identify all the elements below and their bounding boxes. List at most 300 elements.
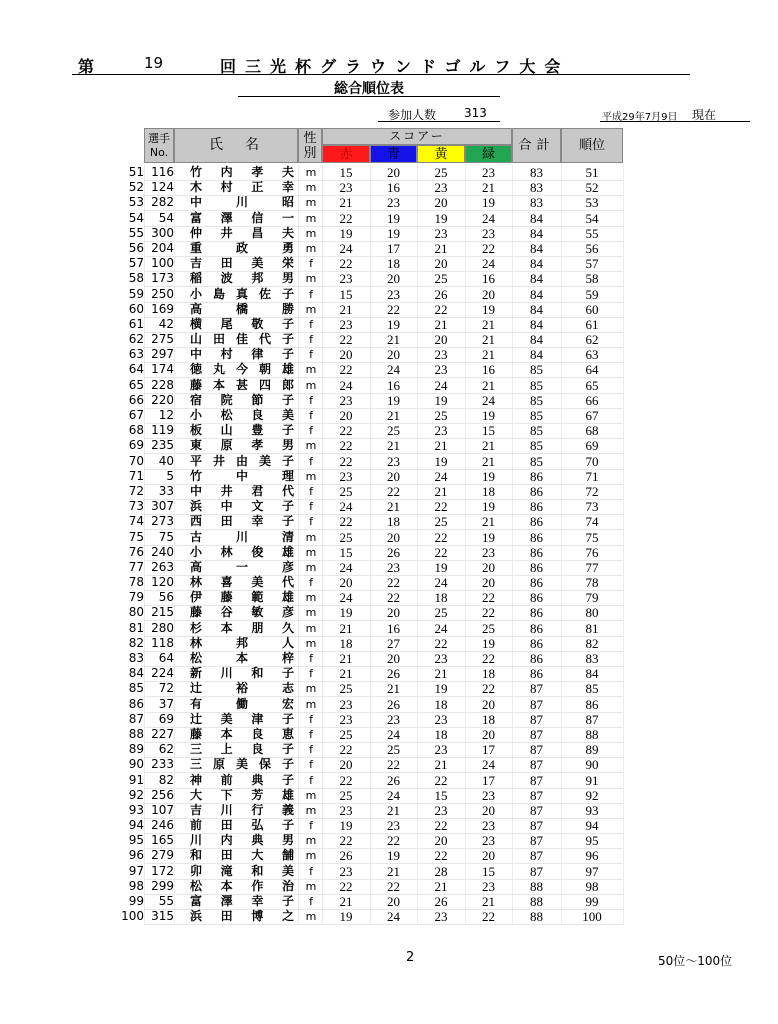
player-name-char: 吉 — [190, 802, 203, 817]
rank: 58 — [585, 271, 599, 287]
score-red: 22 — [339, 514, 353, 530]
score-red: 21 — [339, 620, 353, 636]
player-name — [190, 712, 294, 727]
player-name-char: 子 — [281, 818, 294, 833]
player-name-char: 川 — [235, 529, 248, 544]
player-name-char: 勝 — [281, 301, 294, 316]
player-name — [190, 362, 294, 377]
player-name-char: 孝 — [251, 438, 264, 453]
rank: 65 — [585, 377, 599, 393]
player-name-char: 邦 — [251, 271, 264, 286]
score-yellow: 18 — [434, 590, 448, 606]
score-green: 22 — [482, 681, 495, 697]
player-name-char: 幸 — [251, 894, 264, 908]
score-red: 24 — [339, 240, 353, 256]
player-sex: f — [309, 743, 313, 757]
row-position: 88 — [128, 726, 144, 741]
score-green: 19 — [482, 301, 495, 317]
row-position: 52 — [128, 180, 144, 195]
rank: 81 — [585, 620, 599, 636]
player-name-char: 内 — [220, 165, 233, 179]
score-red: 25 — [339, 529, 353, 545]
table-row — [0, 848, 778, 863]
score-total: 84 — [530, 347, 543, 363]
player-number: 62 — [158, 742, 174, 757]
table-row — [0, 287, 778, 302]
player-sex: f — [309, 287, 313, 301]
player-name — [190, 666, 294, 681]
score-total: 84 — [530, 240, 543, 256]
score-red: 15 — [339, 544, 353, 560]
player-name-char: 本 — [220, 726, 233, 741]
table-row — [0, 727, 778, 742]
player-number: 42 — [158, 316, 174, 331]
score-red: 21 — [339, 651, 353, 666]
player-name-char: 代 — [258, 332, 271, 347]
table-row — [0, 651, 778, 666]
score-green: 21 — [482, 347, 495, 363]
score-yellow: 23 — [434, 711, 448, 727]
rank: 98 — [585, 878, 599, 894]
score-red: 24 — [339, 590, 353, 606]
rank: 87 — [585, 711, 599, 727]
player-sex: m — [305, 697, 317, 711]
player-name — [190, 818, 294, 833]
score-green: 22 — [482, 909, 495, 925]
score-red: 22 — [339, 210, 353, 226]
player-name-char: 原 — [212, 757, 225, 772]
player-number: 300 — [151, 225, 174, 240]
table-row — [0, 378, 778, 393]
player-name-char: 孝 — [251, 165, 264, 179]
score-red: 22 — [339, 256, 353, 272]
table-row — [0, 575, 778, 590]
table-row — [0, 666, 778, 681]
score-blue: 21 — [387, 863, 400, 879]
player-name-char: 豊 — [251, 423, 264, 438]
score-green: 23 — [482, 225, 495, 241]
score-total: 85 — [530, 438, 543, 454]
rank: 76 — [585, 544, 599, 560]
title-line — [72, 52, 690, 75]
rank: 57 — [585, 256, 599, 272]
score-total: 86 — [530, 483, 543, 499]
table-row — [0, 454, 778, 469]
rank: 54 — [585, 210, 599, 226]
table-row — [0, 560, 778, 575]
player-name-char: 井 — [220, 483, 233, 498]
player-name-char: 中 — [220, 499, 233, 514]
player-name-char: 子 — [281, 499, 294, 514]
row-position: 99 — [128, 894, 144, 908]
player-name-char: 中 — [190, 195, 203, 210]
player-name-char: 昌 — [251, 225, 264, 240]
rank: 72 — [585, 483, 599, 499]
player-name — [190, 803, 294, 818]
score-yellow: 23 — [434, 742, 448, 758]
score-blue: 27 — [387, 635, 400, 651]
score-blue: 20 — [387, 347, 400, 363]
player-name-char: 雄 — [281, 590, 294, 605]
player-sex: m — [305, 211, 317, 225]
player-name-char: 松 — [190, 651, 203, 665]
score-red: 23 — [339, 271, 353, 287]
player-name-char: 子 — [281, 347, 294, 362]
player-name — [190, 226, 294, 241]
player-name-char: 和 — [251, 666, 264, 681]
player-number: 172 — [151, 863, 174, 878]
score-total: 86 — [530, 590, 543, 606]
score-blue: 16 — [387, 377, 400, 393]
score-total: 88 — [530, 894, 543, 909]
score-red: 22 — [339, 423, 353, 439]
player-name-char: 横 — [190, 316, 203, 331]
score-total: 84 — [530, 210, 543, 226]
player-name-char: 竹 — [190, 468, 203, 483]
score-red: 19 — [339, 605, 353, 621]
score-blue: 26 — [387, 772, 400, 788]
player-sex: f — [309, 393, 313, 407]
player-sex: m — [305, 636, 317, 650]
player-name-char: 大 — [190, 787, 203, 802]
rank: 51 — [585, 165, 599, 180]
score-red: 19 — [339, 909, 353, 925]
player-sex: m — [305, 302, 317, 316]
player-number: 107 — [151, 802, 174, 817]
table-row — [0, 788, 778, 803]
score-total: 87 — [530, 833, 543, 849]
score-green: 23 — [482, 165, 495, 180]
score-red: 23 — [339, 316, 353, 332]
score-yellow: 24 — [434, 575, 448, 591]
player-number: 256 — [151, 787, 174, 802]
player-number: 280 — [151, 620, 174, 635]
player-name-char: 神 — [190, 772, 203, 787]
score-total: 87 — [530, 742, 543, 758]
score-blue: 23 — [387, 195, 400, 211]
player-number: 119 — [151, 423, 174, 438]
player-name-char: 理 — [281, 468, 294, 483]
player-name-char: 谷 — [220, 605, 233, 620]
player-sex: m — [305, 849, 317, 863]
player-name-char: 敏 — [251, 605, 264, 620]
date: 平成29年7月9日 — [602, 112, 678, 123]
score-total: 84 — [530, 332, 543, 348]
rank: 97 — [585, 863, 599, 879]
table-row — [0, 681, 778, 696]
table-row — [0, 226, 778, 241]
player-number: 174 — [151, 362, 174, 377]
score-blue: 23 — [387, 818, 400, 834]
player-name-char: 幸 — [281, 180, 294, 195]
player-name-char: 代 — [281, 483, 294, 498]
rank: 86 — [585, 696, 599, 712]
player-name — [190, 438, 294, 453]
player-name-char: 澤 — [220, 894, 233, 908]
row-position: 70 — [128, 453, 144, 468]
score-blue: 20 — [387, 271, 400, 287]
player-name — [190, 241, 294, 256]
player-name-char: 恵 — [281, 726, 294, 741]
score-red: 24 — [339, 559, 353, 575]
score-total: 86 — [530, 468, 543, 484]
score-yellow: 23 — [434, 225, 448, 241]
player-name-char: 裕 — [235, 681, 248, 696]
player-number: 220 — [151, 392, 174, 407]
player-name-char: 中 — [190, 347, 203, 362]
score-total: 86 — [530, 529, 543, 545]
player-sex: f — [309, 333, 313, 347]
player-name-char: 今 — [235, 362, 248, 377]
row-position: 64 — [128, 362, 144, 377]
player-name — [190, 590, 294, 605]
player-number: 227 — [151, 726, 174, 741]
player-name-char: 林 — [190, 635, 203, 650]
player-name-char: 新 — [190, 666, 203, 681]
score-yellow: 20 — [434, 332, 448, 348]
score-yellow: 22 — [434, 499, 448, 515]
table-row — [0, 909, 778, 924]
score-blue: 19 — [387, 225, 400, 241]
score-total: 87 — [530, 818, 543, 834]
score-total: 87 — [530, 772, 543, 788]
score-yellow: 21 — [434, 757, 448, 773]
score-red: 24 — [339, 499, 353, 515]
player-name-char: 辻 — [190, 711, 203, 726]
score-yellow: 19 — [434, 681, 448, 697]
row-position: 84 — [128, 666, 144, 681]
table-row — [0, 211, 778, 226]
player-name-char: 幸 — [251, 514, 264, 529]
score-red: 22 — [339, 878, 353, 894]
row-position: 97 — [128, 863, 144, 878]
score-total: 83 — [530, 165, 543, 180]
table-row — [0, 180, 778, 195]
rank: 91 — [585, 772, 599, 788]
player-name-char: 雄 — [281, 362, 294, 377]
score-total: 87 — [530, 787, 543, 803]
score-blue: 26 — [387, 544, 400, 560]
player-number: 315 — [151, 909, 174, 924]
player-sex: m — [305, 196, 317, 210]
table-row — [0, 818, 778, 833]
row-position: 100 — [121, 909, 144, 924]
row-position: 61 — [128, 316, 144, 331]
table-row — [0, 697, 778, 712]
player-name-char: 山 — [190, 332, 203, 347]
title-number: 19 — [144, 54, 164, 72]
score-green: 22 — [482, 590, 495, 606]
player-name-char: 子 — [281, 316, 294, 331]
player-name — [190, 317, 294, 332]
player-name-char: 丸 — [212, 362, 225, 377]
table-row — [0, 773, 778, 788]
participants — [378, 106, 500, 122]
player-name-char: 和 — [190, 848, 203, 863]
score-total: 84 — [530, 301, 543, 317]
table-row — [0, 469, 778, 484]
player-sex: f — [309, 667, 313, 681]
score-red: 25 — [339, 726, 353, 742]
player-number: 37 — [158, 696, 174, 711]
player-sex: f — [309, 454, 313, 468]
player-name — [190, 271, 294, 286]
player-name-char: 藤 — [190, 377, 203, 392]
player-sex: f — [309, 758, 313, 772]
player-name-char: 下 — [220, 787, 233, 802]
player-name-char: 井 — [212, 453, 225, 468]
score-green: 18 — [482, 666, 495, 682]
player-name-char: 村 — [220, 180, 233, 195]
score-yellow: 21 — [434, 240, 448, 256]
player-name-char: 東 — [190, 438, 203, 453]
player-name-char: 山 — [220, 423, 233, 438]
score-green: 21 — [482, 332, 495, 348]
player-number: 228 — [151, 377, 174, 392]
score-total: 84 — [530, 225, 543, 241]
player-sex: m — [305, 241, 317, 255]
rank-range: 50位～100位 — [658, 954, 733, 968]
score-total: 87 — [530, 711, 543, 727]
score-green: 22 — [482, 605, 495, 621]
table-row — [0, 302, 778, 317]
player-name-char: 昭 — [281, 195, 294, 210]
player-name-char: 村 — [220, 347, 233, 362]
player-name-char: 甚 — [235, 377, 248, 392]
player-number: 279 — [151, 848, 174, 863]
player-name — [190, 909, 294, 924]
player-number: 275 — [151, 332, 174, 347]
table-row — [0, 636, 778, 651]
score-red: 22 — [339, 362, 353, 378]
rank: 55 — [585, 225, 599, 241]
player-name-char: 作 — [251, 878, 264, 893]
score-green: 20 — [482, 696, 495, 712]
row-position: 57 — [128, 256, 144, 271]
score-yellow: 25 — [434, 408, 448, 423]
score-red: 23 — [339, 711, 353, 727]
player-name-char: 田 — [220, 909, 233, 924]
score-total: 85 — [530, 362, 543, 378]
score-red: 15 — [339, 286, 353, 302]
score-yellow: 19 — [434, 392, 448, 408]
score-blue: 26 — [387, 696, 400, 712]
player-sex: m — [305, 803, 317, 817]
player-name-char: 良 — [251, 742, 264, 757]
player-name-char: 浜 — [190, 499, 203, 514]
score-blue: 25 — [387, 742, 400, 758]
row-position: 96 — [128, 848, 144, 863]
score-blue: 21 — [387, 499, 400, 515]
player-sex: f — [309, 317, 313, 331]
player-sex: f — [309, 424, 313, 438]
table-row — [0, 347, 778, 362]
score-green: 20 — [482, 286, 495, 302]
player-sex: m — [305, 560, 317, 574]
score-yellow: 18 — [434, 726, 448, 742]
score-green: 23 — [482, 787, 495, 803]
player-sex: m — [305, 910, 317, 924]
player-name-char: 梓 — [281, 651, 294, 665]
score-red: 21 — [339, 894, 353, 909]
player-name-char: 勇 — [281, 240, 294, 255]
as-of: 現在 — [692, 108, 717, 122]
score-blue: 20 — [387, 468, 400, 484]
player-sex: f — [309, 348, 313, 362]
rank: 94 — [585, 818, 599, 834]
player-name — [190, 833, 294, 848]
score-yellow: 23 — [434, 909, 448, 925]
row-position: 78 — [128, 575, 144, 590]
score-total: 85 — [530, 392, 543, 408]
score-blue: 19 — [387, 848, 400, 864]
score-yellow: 21 — [434, 878, 448, 894]
player-name-char: 美 — [251, 575, 264, 590]
score-blue: 18 — [387, 514, 400, 530]
score-yellow: 21 — [434, 438, 448, 454]
player-sex: f — [309, 484, 313, 498]
score-green: 24 — [482, 256, 495, 272]
date-line — [600, 106, 750, 122]
row-position: 77 — [128, 559, 144, 574]
row-divider — [144, 924, 623, 925]
player-number: 235 — [151, 438, 174, 453]
score-blue: 23 — [387, 711, 400, 727]
player-name-char: 松 — [220, 408, 233, 422]
score-total: 83 — [530, 180, 543, 196]
score-total: 87 — [530, 802, 543, 818]
player-number: 82 — [158, 772, 174, 787]
row-position: 80 — [128, 605, 144, 620]
player-name-char: 本 — [220, 878, 233, 893]
player-name-char: 子 — [281, 286, 294, 301]
row-position: 75 — [128, 529, 144, 544]
player-number: 297 — [151, 347, 174, 362]
player-name-char: 雄 — [281, 544, 294, 559]
rank: 75 — [585, 529, 599, 545]
score-yellow: 23 — [434, 180, 448, 196]
player-sex: f — [309, 515, 313, 529]
score-yellow: 19 — [434, 210, 448, 226]
player-name-char: 津 — [251, 711, 264, 726]
player-name-char: 博 — [251, 909, 264, 924]
table-row — [0, 438, 778, 453]
player-name-char: 井 — [220, 225, 233, 240]
row-position: 91 — [128, 772, 144, 787]
table-row — [0, 530, 778, 545]
score-green: 16 — [482, 271, 495, 287]
score-blue: 22 — [387, 833, 400, 849]
player-name — [190, 651, 294, 666]
rank: 88 — [585, 726, 599, 742]
player-sex: m — [305, 226, 317, 240]
score-red: 23 — [339, 392, 353, 408]
player-name — [190, 165, 294, 180]
player-number: 282 — [151, 195, 174, 210]
player-name-char: 橋 — [235, 301, 248, 316]
score-green: 24 — [482, 757, 495, 773]
player-sex: m — [305, 621, 317, 635]
score-total: 87 — [530, 757, 543, 773]
score-red: 23 — [339, 468, 353, 484]
player-name-char: 治 — [281, 878, 294, 893]
score-yellow: 23 — [434, 651, 448, 666]
player-name-char: 夫 — [281, 165, 294, 179]
player-name — [190, 454, 294, 469]
table-row — [0, 864, 778, 879]
player-name-char: 前 — [190, 818, 203, 833]
player-number: 69 — [158, 711, 174, 726]
